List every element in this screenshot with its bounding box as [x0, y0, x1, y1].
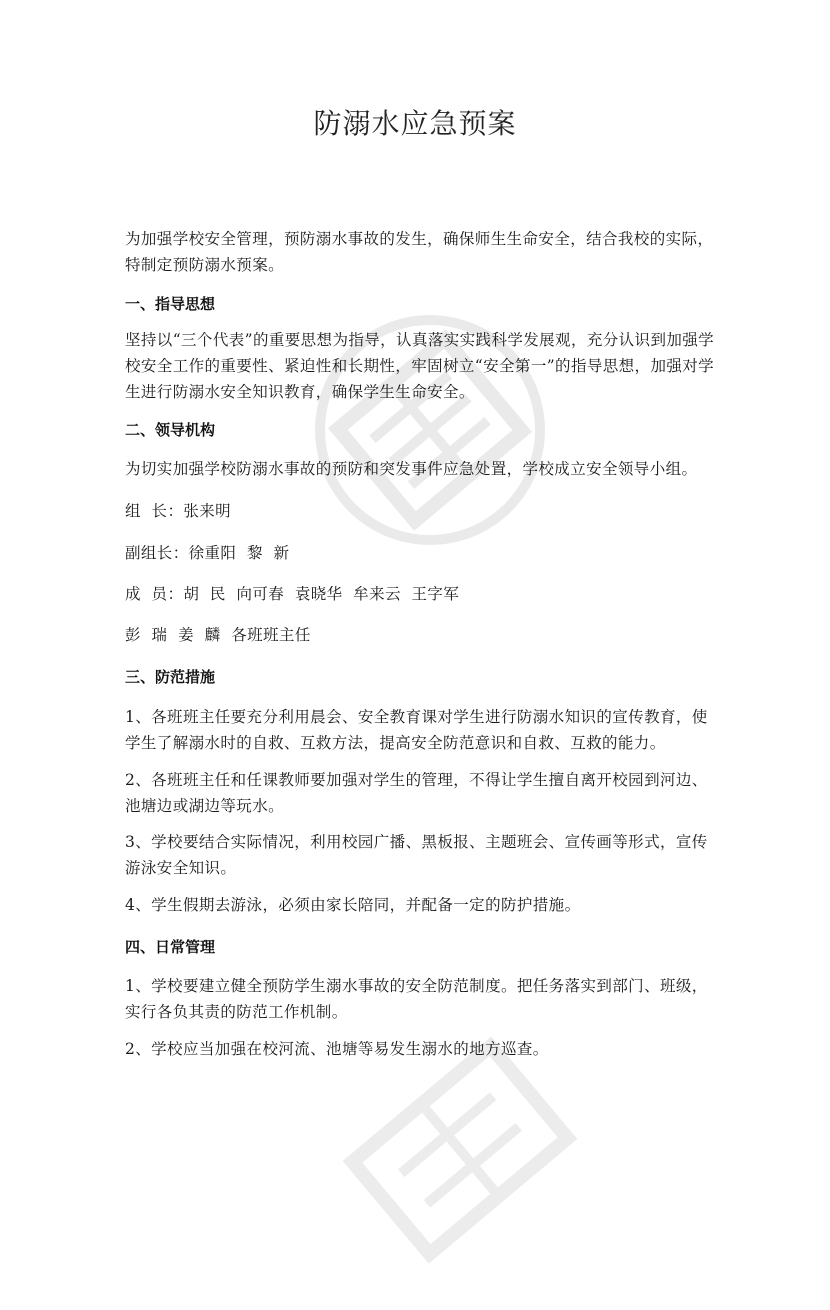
leadership-paragraph: 为切实加强学校防溺水事故的预防和突发事件应急处置，学校成立安全领导小组。	[125, 460, 698, 478]
document-title: 防溺水应急预案	[313, 107, 517, 140]
intro-paragraph: 为加强学校安全管理，预防溺水事故的发生，确保师生生命安全，结合我校的实际，特制定预防溺水预案。	[125, 230, 714, 274]
section-heading-guidance: 一、指导思想	[125, 295, 216, 313]
prevention-item-1: 1、各班班主任要充分利用晨会、安全教育课对学生进行防溺水知识的宣传教育，使学生了解溺水时的自救、互救方法，提高安全防范意识和自救、互救的能力。	[125, 708, 708, 752]
prevention-item-4: 4、学生假期去游泳，必须由家长陪同，并配备一定的防护措施。	[125, 896, 581, 914]
section-heading-prevention: 三、防范措施	[125, 668, 216, 686]
leader-line: 组 长：张来明	[125, 502, 232, 520]
members-line-2: 彭 瑞 姜 麟 各班班主任	[125, 626, 311, 644]
section-heading-leadership: 二、领导机构	[125, 421, 216, 439]
daily-item-2: 2、学校应当加强在校河流、池塘等易发生溺水的地方巡查。	[125, 1040, 549, 1058]
members-line: 成 员：胡 民 向可春 袁晓华 牟来云 王字军	[125, 585, 460, 603]
prevention-item-2: 2、各班班主任和任课教师要加强对学生的管理，不得让学生擅自离开校园到河边、池塘边或湖边等玩水。	[125, 771, 708, 815]
deputy-leader-line: 副组长：徐重阳 黎 新	[125, 544, 290, 562]
daily-item-1: 1、学校要建立健全预防学生溺水事故的安全防范制度。把任务落实到部门、班级，实行各负其责的防范工作机制。	[125, 977, 708, 1021]
guidance-paragraph: 坚持以“三个代表”的重要思想为指导，认真落实实践科学发展观，充分认识到加强学校安全工作的重要性、紧迫性和长期性，牢固树立“安全第一”的指导思想，加强对学生进行防溺水安全知识教育，确保学生生命安全。	[125, 331, 715, 401]
section-heading-daily: 四、日常管理	[125, 938, 216, 956]
prevention-item-3: 3、学校要结合实际情况，利用校园广播、黑板报、主题班会、宣传画等形式，宣传游泳安全知识。	[125, 833, 708, 877]
